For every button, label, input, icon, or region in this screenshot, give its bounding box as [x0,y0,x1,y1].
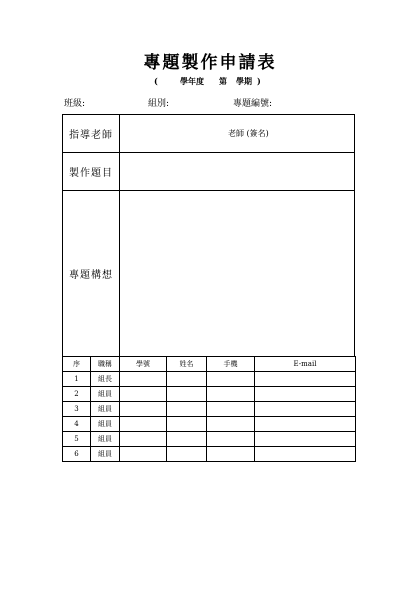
name-cell[interactable] [167,432,207,447]
phone-cell[interactable] [207,402,255,417]
header-email: E-mail [255,357,356,372]
concept-field[interactable] [121,195,351,353]
student-id-cell[interactable] [120,447,167,462]
email-cell[interactable] [255,447,356,462]
topic-label: 製作題目 [63,153,120,190]
form-title: 專題製作申請表 [143,53,277,73]
row-seq: 5 [63,432,91,447]
advisor-signature-label: 老師 (簽名) [228,129,269,138]
row-seq: 6 [63,447,91,462]
project-number-field-label: 專題編號: [233,99,273,109]
email-cell[interactable] [255,402,356,417]
name-cell[interactable] [167,417,207,432]
subtitle-semester: 學期 [236,76,252,86]
name-cell[interactable] [167,447,207,462]
phone-cell[interactable] [207,432,255,447]
name-cell[interactable] [167,402,207,417]
student-id-cell[interactable] [120,402,167,417]
row-role: 組長 [91,372,120,387]
row-seq: 3 [63,402,91,417]
row-seq: 2 [63,387,91,402]
student-id-cell[interactable] [120,432,167,447]
header-role: 職稱 [91,357,120,372]
name-cell[interactable] [167,372,207,387]
topic-row [62,152,355,191]
subtitle-open-paren: ( [154,76,158,86]
row-seq: 1 [63,372,91,387]
subtitle-nth: 第 [219,76,227,86]
student-id-cell[interactable] [120,387,167,402]
concept-label: 專題構想 [63,191,120,356]
row-role: 組員 [91,402,120,417]
email-cell[interactable] [255,432,356,447]
table-row [63,432,356,447]
name-cell[interactable] [167,387,207,402]
row-seq: 4 [63,417,91,432]
phone-cell[interactable] [207,372,255,387]
table-row [63,402,356,417]
student-id-cell[interactable] [120,372,167,387]
advisor-row [62,114,355,153]
row-role: 組員 [91,447,120,462]
student-id-cell[interactable] [120,417,167,432]
phone-cell[interactable] [207,447,255,462]
subtitle-close-paren: ) [257,76,261,86]
row-role: 組員 [91,417,120,432]
header-name: 姓名 [167,357,207,372]
concept-row [62,190,355,357]
members-header-row [63,357,356,372]
email-cell[interactable] [255,387,356,402]
header-student-id: 學號 [120,357,167,372]
email-cell[interactable] [255,372,356,387]
table-row [63,447,356,462]
phone-cell[interactable] [207,387,255,402]
phone-cell[interactable] [207,417,255,432]
table-row [63,417,356,432]
row-role: 組員 [91,432,120,447]
table-row [63,372,356,387]
subtitle-school-year: 學年度 [180,76,204,86]
members-table [62,356,356,462]
topic-field[interactable] [121,157,351,187]
row-role: 組員 [91,387,120,402]
table-row [63,387,356,402]
group-field-label: 組別: [148,99,170,109]
email-cell[interactable] [255,417,356,432]
header-phone: 手機 [207,357,255,372]
advisor-label: 指導老師 [63,115,120,152]
header-seq: 序 [63,357,91,372]
class-field-label: 班級: [64,99,86,109]
